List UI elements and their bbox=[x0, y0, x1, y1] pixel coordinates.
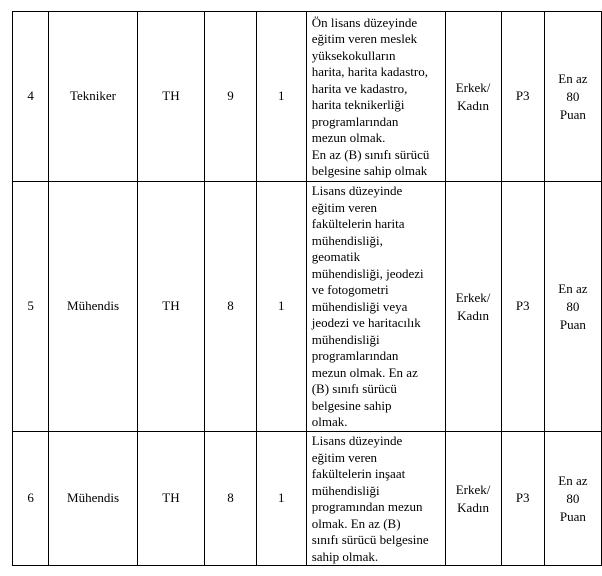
gender-line: Kadın bbox=[457, 97, 489, 113]
requirement-line: programlarından bbox=[311, 113, 399, 129]
requirement-line: fakültelerin harita bbox=[311, 216, 405, 232]
requirement-line: mühendisliği, bbox=[311, 232, 383, 248]
grade-cell: 8 bbox=[205, 182, 257, 432]
requirement-line: belgesine sahip olmak bbox=[311, 163, 428, 178]
table-row bbox=[13, 12, 602, 182]
position-title-cell: Tekniker bbox=[49, 12, 138, 182]
gender-cell bbox=[445, 12, 501, 182]
requirement-line: ve fotogometri bbox=[311, 282, 389, 298]
requirement-line: eğitim veren meslek bbox=[311, 31, 418, 46]
gender-line: Kadın bbox=[457, 307, 489, 323]
requirement-line: eğitim veren bbox=[311, 199, 378, 215]
table-row bbox=[13, 182, 602, 432]
gender-line: Erkek/ bbox=[455, 79, 491, 95]
requirement-line: Lisans düzeyinde bbox=[311, 433, 403, 448]
gender-cell bbox=[445, 182, 501, 432]
requirement-line: Lisans düzeyinde bbox=[311, 183, 403, 199]
requirement-line: belgesine sahip bbox=[311, 397, 392, 413]
score-line: 80 bbox=[566, 298, 580, 314]
min-score-cell bbox=[544, 12, 601, 182]
exam-type-cell: P3 bbox=[501, 182, 544, 432]
exam-type-cell: P3 bbox=[501, 432, 544, 566]
score-line: Puan bbox=[559, 508, 586, 524]
count-cell: 1 bbox=[256, 12, 306, 182]
requirement-line: Ön lisans düzeyinde bbox=[311, 14, 418, 30]
score-line: En az bbox=[558, 472, 588, 488]
requirements-cell bbox=[306, 432, 445, 566]
requirement-line: mühendisliği veya bbox=[311, 298, 408, 314]
requirement-line: (B) sınıfı sürücü bbox=[311, 381, 397, 397]
requirements-cell bbox=[306, 12, 445, 182]
exam-type-cell: P3 bbox=[501, 12, 544, 182]
requirement-line: olmak. En az (B) bbox=[311, 515, 401, 531]
gender-line: Erkek/ bbox=[455, 481, 491, 497]
class-cell: TH bbox=[137, 182, 204, 432]
min-score-cell bbox=[544, 182, 601, 432]
table-row bbox=[13, 432, 602, 566]
row-number-cell: 4 bbox=[13, 12, 49, 182]
requirement-line: geomatik bbox=[311, 249, 361, 265]
score-line: 80 bbox=[566, 88, 580, 104]
requirement-line: En az (B) sınıfı sürücü bbox=[311, 146, 430, 162]
requirements-cell bbox=[306, 182, 445, 432]
requirement-line: programlarından bbox=[311, 348, 399, 364]
requirement-line: mühendisliği bbox=[311, 482, 380, 498]
requirement-line: olmak. bbox=[311, 414, 348, 430]
grade-cell: 9 bbox=[205, 12, 257, 182]
requirement-line: mezun olmak. bbox=[311, 130, 386, 145]
score-line: En az bbox=[558, 70, 588, 86]
requirement-line: sahip olmak. bbox=[311, 548, 379, 564]
requirement-line: mezun olmak. En az bbox=[311, 364, 418, 380]
requirement-line: jeodezi ve haritacılık bbox=[311, 315, 421, 331]
requirement-line: harita, harita kadastro, bbox=[311, 64, 428, 79]
score-line: En az bbox=[558, 280, 588, 296]
row-number-cell: 6 bbox=[13, 432, 49, 566]
gender-cell bbox=[445, 432, 501, 566]
positions-table bbox=[12, 11, 602, 566]
class-cell: TH bbox=[137, 432, 204, 566]
requirement-line: harita teknikerliği bbox=[311, 97, 405, 112]
requirement-line: mühendisliği bbox=[311, 331, 380, 347]
count-cell: 1 bbox=[256, 182, 306, 432]
gender-line: Kadın bbox=[457, 499, 489, 515]
position-title-cell: Mühendis bbox=[49, 182, 138, 432]
requirement-line: fakültelerin inşaat bbox=[311, 466, 406, 481]
score-line: 80 bbox=[566, 490, 580, 506]
requirement-line: sınıfı sürücü belgesine bbox=[311, 532, 429, 547]
position-title-cell: Mühendis bbox=[49, 432, 138, 566]
score-line: Puan bbox=[559, 316, 586, 332]
count-cell: 1 bbox=[256, 432, 306, 566]
table-body bbox=[13, 12, 602, 566]
requirement-line: mühendisliği, jeodezi bbox=[311, 265, 424, 281]
grade-cell: 8 bbox=[205, 432, 257, 566]
requirement-line: harita ve kadastro, bbox=[311, 80, 408, 96]
score-line: Puan bbox=[559, 106, 586, 122]
row-number-cell: 5 bbox=[13, 182, 49, 432]
requirement-line: yüksekokulların bbox=[311, 47, 396, 63]
class-cell: TH bbox=[137, 12, 204, 182]
min-score-cell bbox=[544, 432, 601, 566]
requirement-line: eğitim veren bbox=[311, 449, 378, 465]
gender-line: Erkek/ bbox=[455, 289, 491, 305]
requirement-line: programından mezun bbox=[311, 499, 423, 514]
